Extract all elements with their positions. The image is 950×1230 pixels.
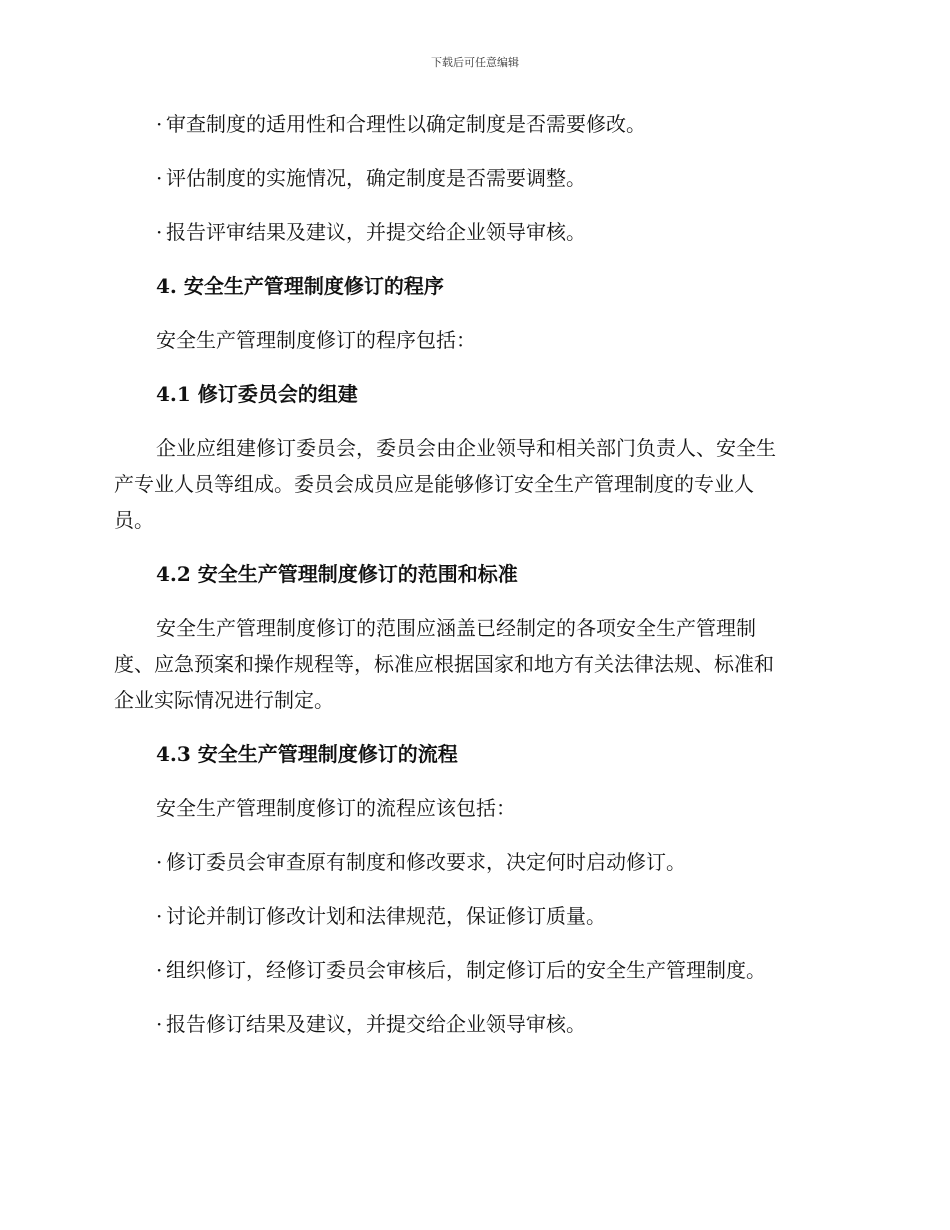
bullet-dot: · (156, 958, 163, 982)
bullet-text: 审查制度的适用性和合理性以确定制度是否需要修改。 (166, 112, 646, 136)
section-intro: 安全生产管理制度修订的流程应该包括： (156, 796, 516, 820)
bullet-item (156, 898, 836, 934)
bullet-text: 评估制度的实施情况，确定制度是否需要调整。 (166, 166, 586, 190)
section-heading-4-2: 4.2 安全生产管理制度修订的范围和标准 (156, 562, 518, 586)
page-header: 下载后可任意编辑 (431, 56, 519, 69)
bullet-text: 报告修订结果及建议，并提交给企业领导审核。 (166, 1012, 586, 1036)
paragraph-line: 度、应急预案和操作规程等，标准应根据国家和地方有关法律法规、标准和 (114, 652, 774, 676)
paragraph-line: 员。 (114, 508, 154, 532)
paragraph-line: 企业实际情况进行制定。 (114, 688, 334, 712)
bullet-item (156, 214, 836, 250)
section-heading-4: 4. 安全生产管理制度修订的程序 (156, 274, 444, 298)
document-body (114, 106, 836, 1060)
section-intro: 安全生产管理制度修订的程序包括： (156, 328, 476, 352)
bullet-dot: · (156, 850, 163, 874)
bullet-item (156, 160, 836, 196)
bullet-text: 讨论并制订修改计划和法律规范，保证修订质量。 (166, 904, 606, 928)
bullet-dot: · (156, 166, 163, 190)
bullet-dot: · (156, 220, 163, 244)
bullet-text: 组织修订，经修订委员会审核后，制定修订后的安全生产管理制度。 (166, 958, 766, 982)
bullet-item (156, 952, 836, 988)
bullet-text: 报告评审结果及建议，并提交给企业领导审核。 (166, 220, 586, 244)
bullet-item (156, 844, 836, 880)
bullet-text: 修订委员会审查原有制度和修改要求，决定何时启动修订。 (166, 850, 686, 874)
paragraph-4-1 (114, 430, 836, 538)
bullet-dot: · (156, 1012, 163, 1036)
section-heading-4-1: 4.1 修订委员会的组建 (156, 382, 358, 406)
section-heading-4-3: 4.3 安全生产管理制度修订的流程 (156, 742, 458, 766)
paragraph-4-2 (114, 610, 836, 718)
paragraph-line: 产专业人员等组成。委员会成员应是能够修订安全生产管理制度的专业人 (114, 472, 754, 496)
bullet-dot: · (156, 112, 163, 136)
bullet-item (156, 106, 836, 142)
paragraph-line: 安全生产管理制度修订的范围应涵盖已经制定的各项安全生产管理制 (156, 616, 756, 640)
paragraph-line: 企业应组建修订委员会，委员会由企业领导和相关部门负责人、安全生 (156, 436, 776, 460)
bullet-item (156, 1006, 836, 1042)
bullet-dot: · (156, 904, 163, 928)
